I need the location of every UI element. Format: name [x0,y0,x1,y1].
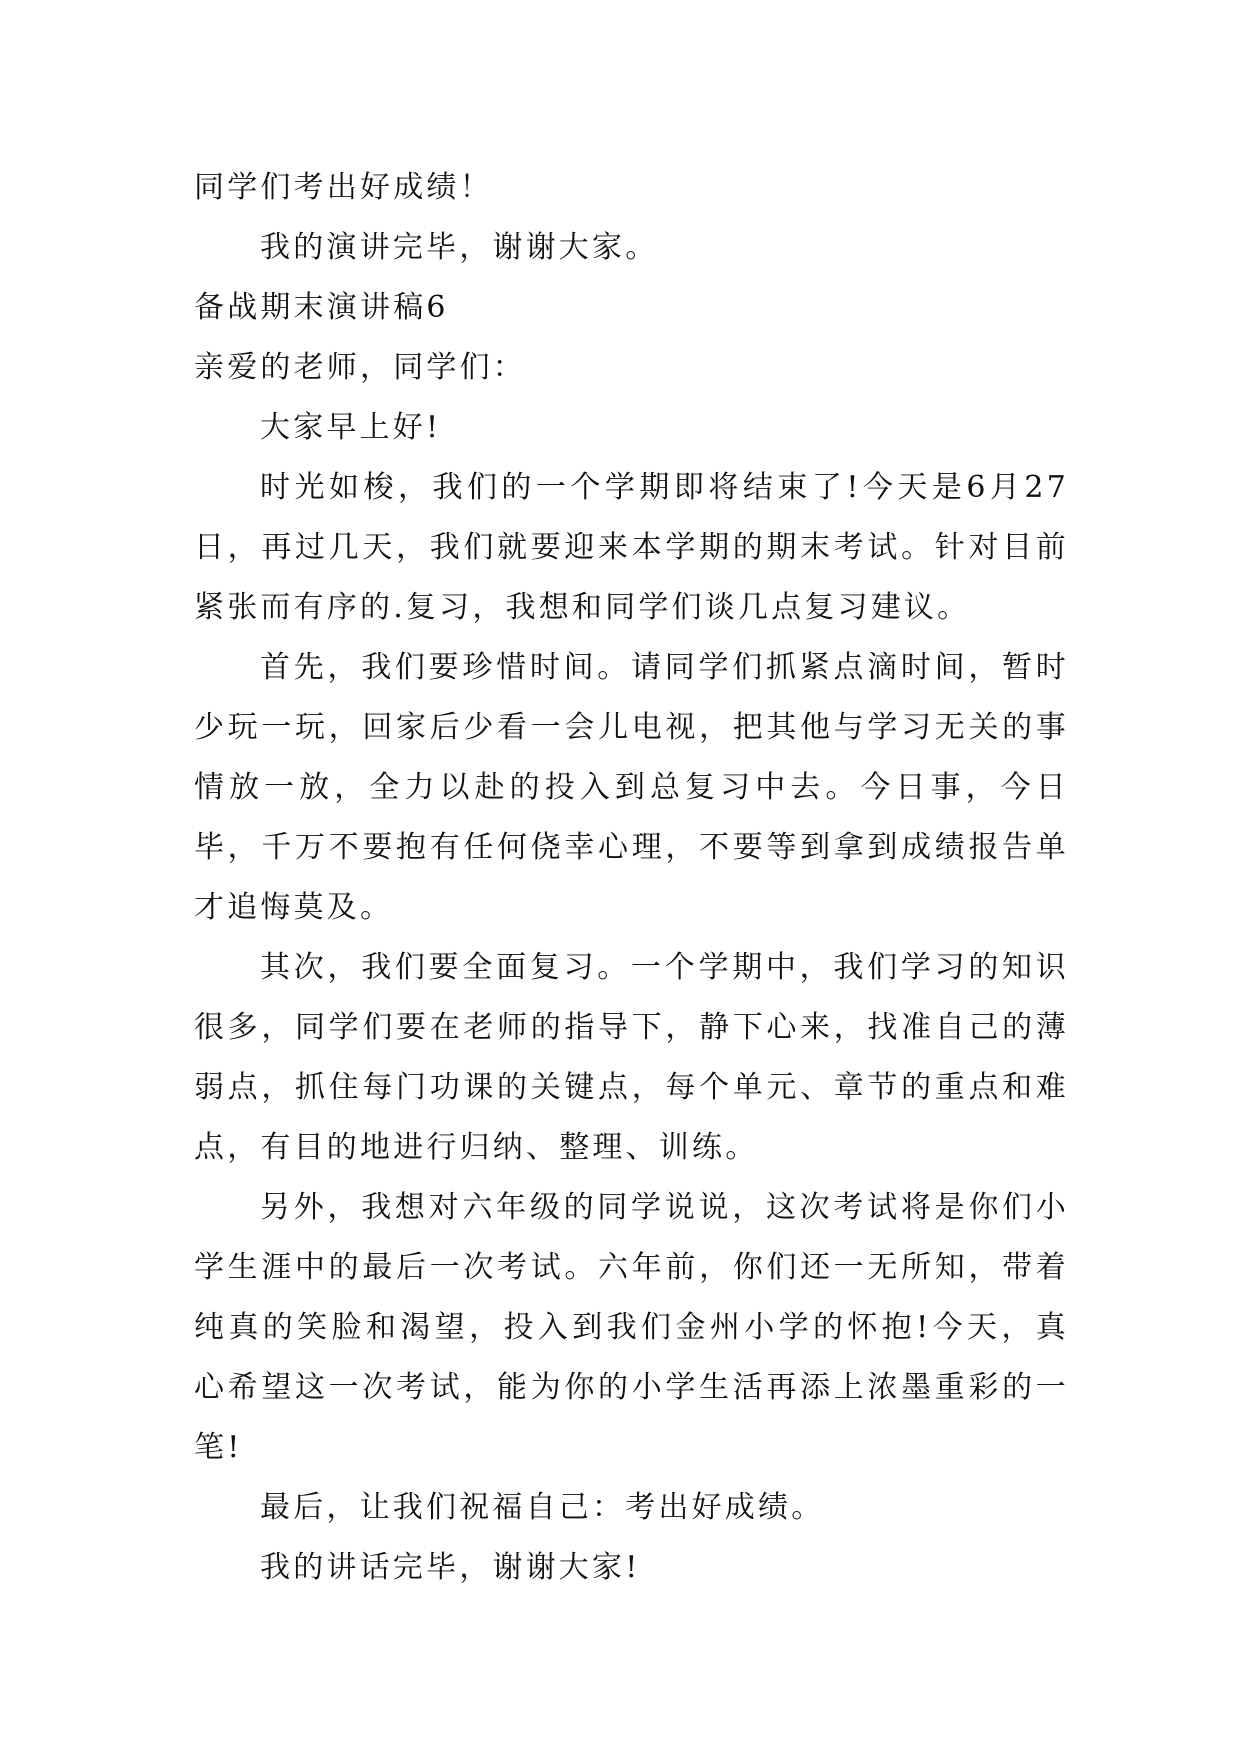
paragraph: 最后，让我们祝福自己：考出好成绩。 [260,1490,825,1525]
document-body [194,158,1069,1598]
paragraph: 另外，我想对六年级的同学说说，这次考试将是你们小学生涯中的最后一次考试。六年前，你们还一无所知，带着纯真的笑脸和渴望，投入到我们金州小学的怀抱!今天，真心希望这一次考试，能为你的小学生活再添上浓墨重彩的一笔! [194,1190,1069,1465]
paragraph: 首先，我们要珍惜时间。请同学们抓紧点滴时间，暂时少玩一玩，回家后少看一会儿电视，把其他与学习无关的事情放一放，全力以赴的投入到总复习中去。今日事，今日毕，千万不要抱有任何侥幸心理，不要等到拿到成绩报告单才追悔莫及。 [194,650,1069,925]
paragraph: 我的讲话完毕，谢谢大家! [260,1550,641,1585]
salutation: 亲爱的老师，同学们： [194,350,526,385]
text-line: 我的演讲完毕，谢谢大家。 [260,230,659,265]
paragraph: 其次，我们要全面复习。一个学期中，我们学习的知识很多，同学们要在老师的指导下，静下心来，找准自己的薄弱点，抓住每门功课的关键点，每个单元、章节的重点和难点，有目的地进行归纳、整理、训练。 [194,950,1069,1165]
text-line: 同学们考出好成绩！ [194,170,493,205]
greeting: 大家早上好! [260,410,442,445]
section-title: 备战期末演讲稿6 [194,290,449,325]
paragraph: 时光如梭，我们的一个学期即将结束了!今天是6月27日，再过几天，我们就要迎来本学期的期末考试。针对目前紧张而有序的.复习，我想和同学们谈几点复习建议。 [194,470,1069,625]
